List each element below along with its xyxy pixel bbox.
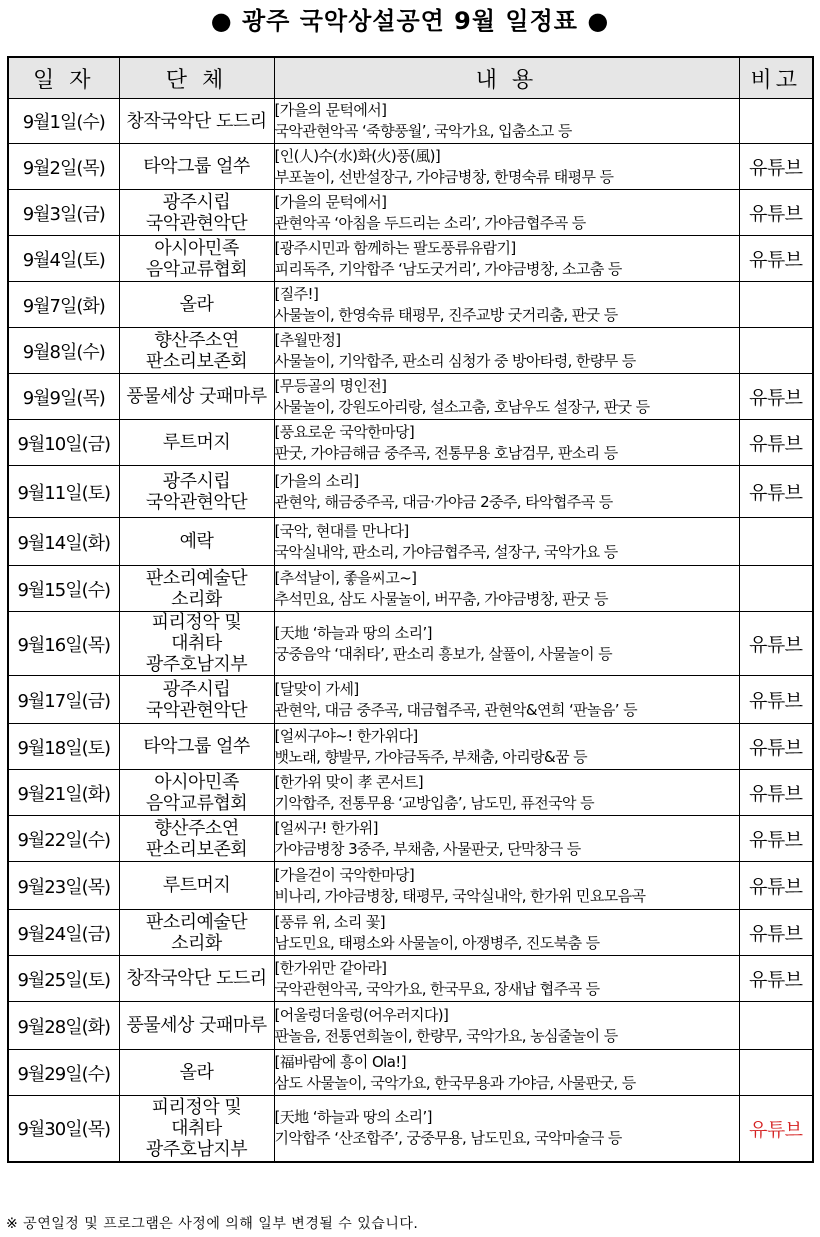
program-details: 사물놀이, 기악합주, 판소리 심청가 중 방아타령, 한량무 등	[274, 351, 636, 370]
program-details: 피리독주, 기악합주 ‘남도굿거리’, 가야금병창, 소고춤 등	[274, 259, 622, 278]
program-details: 궁중음악 ‘대취타’, 판소리 흥보가, 살풀이, 사물놀이 등	[274, 644, 613, 663]
content-cell	[274, 1050, 739, 1096]
group-name-line: 루트머지	[162, 875, 231, 896]
date-cell: 9월2일(목)	[8, 144, 119, 190]
table-row	[8, 566, 813, 612]
date-cell: 9월23일(목)	[8, 862, 119, 910]
date-cell: 9월17일(금)	[8, 676, 119, 724]
program-title: [福바람에 흥이 Ola!]	[274, 1052, 406, 1071]
program-details: 사물놀이, 한영숙류 태평무, 진주교방 굿거리춤, 판굿 등	[274, 305, 618, 324]
group-name-line: 판소리예술단	[145, 567, 248, 589]
program-title: [한가위 맞이 孝 콘서트]	[274, 772, 424, 791]
content-cell	[274, 1096, 739, 1162]
content-cell	[274, 466, 739, 518]
table-row	[8, 328, 813, 374]
table-row	[8, 816, 813, 862]
program-details: 뱃노래, 향발무, 가야금독주, 부채춤, 아리랑&꿈 등	[274, 747, 588, 766]
group-cell	[119, 236, 274, 282]
program-title: [추석날이, 좋을씨고~]	[274, 568, 417, 587]
group-cell	[119, 612, 274, 676]
group-name-line: 광주시립	[162, 678, 231, 700]
note-cell: 유튜브	[739, 956, 813, 1002]
program-title: [가을걷이 국악한마당]	[274, 865, 415, 884]
group-name-line: 대취타	[171, 1117, 222, 1139]
table-row	[8, 1096, 813, 1162]
date-cell: 9월25일(토)	[8, 956, 119, 1002]
date-cell: 9월24일(금)	[8, 910, 119, 956]
group-name-line: 소리화	[171, 932, 222, 954]
group-name-line: 판소리보존회	[145, 838, 248, 860]
table-row	[8, 1002, 813, 1050]
group-name-line: 향산주소연	[154, 329, 239, 351]
program-details: 사물놀이, 강원도아리랑, 설소고춤, 호남우도 설장구, 판굿 등	[274, 397, 650, 416]
group-name-line: 아시아민족	[154, 237, 239, 259]
group-cell	[119, 99, 274, 144]
program-title: [얼씨구! 한가위]	[274, 818, 378, 837]
group-cell	[119, 724, 274, 770]
content-cell	[274, 862, 739, 910]
content-cell	[274, 910, 739, 956]
table-row	[8, 99, 813, 144]
table-row	[8, 190, 813, 236]
program-title: [무등골의 명인전]	[274, 376, 387, 395]
content-cell	[274, 612, 739, 676]
group-name-line: 소리화	[171, 588, 222, 610]
note-cell: 유튜브	[739, 862, 813, 910]
group-cell	[119, 282, 274, 328]
program-details: 기악합주 ‘산조합주’, 궁중무용, 남도민요, 국악마술극 등	[274, 1129, 622, 1148]
group-cell	[119, 770, 274, 816]
program-title: [국악, 현대를 만나다]	[274, 521, 409, 540]
date-cell: 9월8일(수)	[8, 328, 119, 374]
content-cell	[274, 190, 739, 236]
group-cell	[119, 374, 274, 420]
content-cell	[274, 566, 739, 612]
note-cell: 유튜브	[739, 236, 813, 282]
note-cell: 유튜브	[739, 724, 813, 770]
program-details: 판굿, 가야금해금 중주곡, 전통무용 호남검무, 판소리 등	[274, 443, 618, 462]
note-cell: 유튜브	[739, 770, 813, 816]
program-title: [풍류 위, 소리 꽃]	[274, 912, 386, 931]
group-cell	[119, 466, 274, 518]
note-cell	[739, 1002, 813, 1050]
program-title: [가을의 문턱에서]	[274, 101, 387, 119]
note-cell: 유튜브	[739, 910, 813, 956]
date-cell: 9월14일(화)	[8, 518, 119, 566]
program-details: 관현악, 해금중주곡, 대금·가야금 2중주, 타악협주곡 등	[274, 492, 613, 511]
note-cell: 유튜브	[739, 612, 813, 676]
note-cell: 유튜브	[739, 374, 813, 420]
program-title: [풍요로운 국악한마당]	[274, 422, 415, 441]
group-cell	[119, 144, 274, 190]
date-cell: 9월28일(화)	[8, 1002, 119, 1050]
group-cell	[119, 518, 274, 566]
content-cell	[274, 282, 739, 328]
program-details: 관현악곡 ‘아침을 두드리는 소리’, 가야금협주곡 등	[274, 213, 586, 232]
table-row	[8, 612, 813, 676]
header-content: 내 용	[274, 57, 739, 99]
program-details: 삼도 사물놀이, 국악가요, 한국무용과 가야금, 사물판굿, 등	[274, 1073, 636, 1092]
group-name-line: 대취타	[171, 633, 222, 654]
table-row	[8, 374, 813, 420]
date-cell: 9월11일(토)	[8, 466, 119, 518]
table-row	[8, 282, 813, 328]
date-cell: 9월4일(토)	[8, 236, 119, 282]
note-cell	[739, 99, 813, 144]
note-cell: 유튜브	[739, 1096, 813, 1162]
date-cell: 9월7일(화)	[8, 282, 119, 328]
group-name-line: 피리정악 및	[151, 612, 242, 633]
note-cell: 유튜브	[739, 420, 813, 466]
group-name-line: 국악관현악단	[145, 212, 248, 234]
group-name-line: 국악관현악단	[145, 699, 248, 721]
program-title: [달맞이 가세]	[274, 679, 359, 698]
group-cell	[119, 190, 274, 236]
program-details: 남도민요, 태평소와 사물놀이, 아쟁병주, 진도북춤 등	[274, 933, 600, 952]
content-cell	[274, 816, 739, 862]
group-cell	[119, 956, 274, 1002]
table-row	[8, 236, 813, 282]
program-title: [광주시민과 함께하는 팔도풍류유람기]	[274, 238, 516, 257]
group-name-line: 풍물세상 굿패마루	[126, 1015, 267, 1036]
note-cell: 유튜브	[739, 466, 813, 518]
content-cell	[274, 518, 739, 566]
date-cell: 9월21일(화)	[8, 770, 119, 816]
date-cell: 9월1일(수)	[8, 99, 119, 144]
table-row	[8, 466, 813, 518]
content-cell	[274, 676, 739, 724]
group-cell	[119, 1050, 274, 1096]
program-details: 판놀음, 전통연희놀이, 한량무, 국악가요, 농심줄놀이 등	[274, 1026, 618, 1045]
content-cell	[274, 956, 739, 1002]
content-cell	[274, 328, 739, 374]
group-name-line: 올라	[179, 1062, 214, 1083]
group-cell	[119, 910, 274, 956]
program-details: 가야금병창 3중주, 부채춤, 사물판굿, 단막창극 등	[274, 839, 581, 858]
group-cell	[119, 1002, 274, 1050]
program-title: [가을의 소리]	[274, 471, 359, 490]
group-cell	[119, 816, 274, 862]
group-name-line: 아시아민족	[154, 771, 239, 793]
note-cell	[739, 566, 813, 612]
header-row	[8, 57, 813, 99]
content-cell	[274, 420, 739, 466]
table-row	[8, 956, 813, 1002]
program-details: 추석민요, 삼도 사물놀이, 버꾸춤, 가야금병창, 판굿 등	[274, 589, 608, 608]
header-date: 일 자	[8, 57, 119, 99]
group-name-line: 광주호남지부	[145, 654, 248, 675]
table-row	[8, 770, 813, 816]
date-cell: 9월22일(수)	[8, 816, 119, 862]
table-row	[8, 724, 813, 770]
content-cell	[274, 144, 739, 190]
group-name-line: 음악교류협회	[145, 792, 248, 814]
group-cell	[119, 676, 274, 724]
group-name-line: 판소리예술단	[145, 911, 248, 933]
program-title: [얼씨구야~! 한가위다]	[274, 726, 418, 745]
date-cell: 9월3일(금)	[8, 190, 119, 236]
group-cell	[119, 420, 274, 466]
table-row	[8, 862, 813, 910]
footnote: ※ 공연일정 및 프로그램은 사정에 의해 일부 변경될 수 있습니다.	[6, 1216, 419, 1232]
header-group: 단 체	[119, 57, 274, 99]
date-cell: 9월9일(목)	[8, 374, 119, 420]
date-cell: 9월29일(수)	[8, 1050, 119, 1096]
page-title: ● 광주 국악상설공연 9월 일정표 ●	[210, 7, 610, 35]
group-name-line: 타악그룹 얼쑤	[143, 736, 250, 757]
group-name-line: 광주호남지부	[145, 1138, 248, 1160]
note-cell	[739, 282, 813, 328]
group-name-line: 향산주소연	[154, 817, 239, 839]
group-cell	[119, 1096, 274, 1162]
program-details: 관현악, 대금 중주곡, 대금협주곡, 관현악&연희 ‘판놀음’ 등	[274, 700, 638, 719]
group-name-line: 광주시립	[162, 191, 231, 213]
group-name-line: 음악교류협회	[145, 258, 248, 280]
group-name-line: 판소리보존회	[145, 350, 248, 372]
group-cell	[119, 862, 274, 910]
group-name-line: 예락	[179, 531, 214, 552]
program-title: [天地 ‘하늘과 땅의 소리’]	[274, 1108, 432, 1127]
group-name-line: 풍물세상 굿패마루	[126, 386, 267, 407]
group-name-line: 국악관현악단	[145, 491, 248, 513]
date-cell: 9월15일(수)	[8, 566, 119, 612]
group-cell	[119, 328, 274, 374]
date-cell: 9월10일(금)	[8, 420, 119, 466]
program-details: 비나리, 가야금병창, 태평무, 국악실내악, 한가위 민요모음곡	[274, 886, 646, 905]
note-cell: 유튜브	[739, 190, 813, 236]
program-title: [어울렁더울렁(어우러지다)]	[274, 1005, 449, 1024]
program-title: [인(人)수(水)화(火)풍(風)]	[274, 146, 441, 165]
group-name-line: 광주시립	[162, 470, 231, 492]
program-title: [가을의 문턱에서]	[274, 192, 387, 211]
content-cell	[274, 374, 739, 420]
table-row	[8, 420, 813, 466]
date-cell: 9월18일(토)	[8, 724, 119, 770]
content-cell	[274, 724, 739, 770]
note-cell: 유튜브	[739, 676, 813, 724]
note-cell	[739, 328, 813, 374]
content-cell	[274, 236, 739, 282]
note-cell: 유튜브	[739, 816, 813, 862]
group-name-line: 타악그룹 얼쑤	[143, 156, 250, 177]
note-cell: 유튜브	[739, 144, 813, 190]
group-name-line: 피리정악 및	[151, 1096, 242, 1118]
group-name-line: 창작국악단 도드리	[126, 110, 267, 132]
schedule-table	[7, 56, 814, 1163]
content-cell	[274, 1002, 739, 1050]
table-row	[8, 910, 813, 956]
table-row	[8, 518, 813, 566]
group-name-line: 창작국악단 도드리	[126, 968, 267, 989]
content-cell	[274, 99, 739, 144]
program-details: 국악관현악곡 ‘죽향풍월’, 국악가요, 입춤소고 등	[274, 122, 572, 140]
group-name-line: 올라	[179, 294, 214, 315]
group-cell	[119, 566, 274, 612]
program-title: [天地 ‘하늘과 땅의 소리’]	[274, 623, 432, 642]
table-row	[8, 676, 813, 724]
group-name-line: 루트머지	[162, 432, 231, 453]
table-row	[8, 1050, 813, 1096]
content-cell	[274, 770, 739, 816]
date-cell: 9월16일(목)	[8, 612, 119, 676]
note-cell	[739, 518, 813, 566]
program-title: [추월만정]	[274, 330, 341, 349]
note-cell	[739, 1050, 813, 1096]
header-note: 비고	[739, 57, 813, 99]
program-details: 부포놀이, 선반설장구, 가야금병창, 한명숙류 태평무 등	[274, 167, 614, 186]
program-details: 기악합주, 전통무용 ‘교방입춤’, 남도민, 퓨전국악 등	[274, 793, 594, 812]
table-row	[8, 144, 813, 190]
date-cell: 9월30일(목)	[8, 1096, 119, 1162]
program-title: [질주!]	[274, 284, 319, 303]
program-details: 국악관현악곡, 국악가요, 한국무요, 장새납 협주곡 등	[274, 979, 600, 998]
program-title: [한가위만 같아라]	[274, 958, 387, 977]
program-details: 국악실내악, 판소리, 가야금협주곡, 설장구, 국악가요 등	[274, 542, 618, 561]
